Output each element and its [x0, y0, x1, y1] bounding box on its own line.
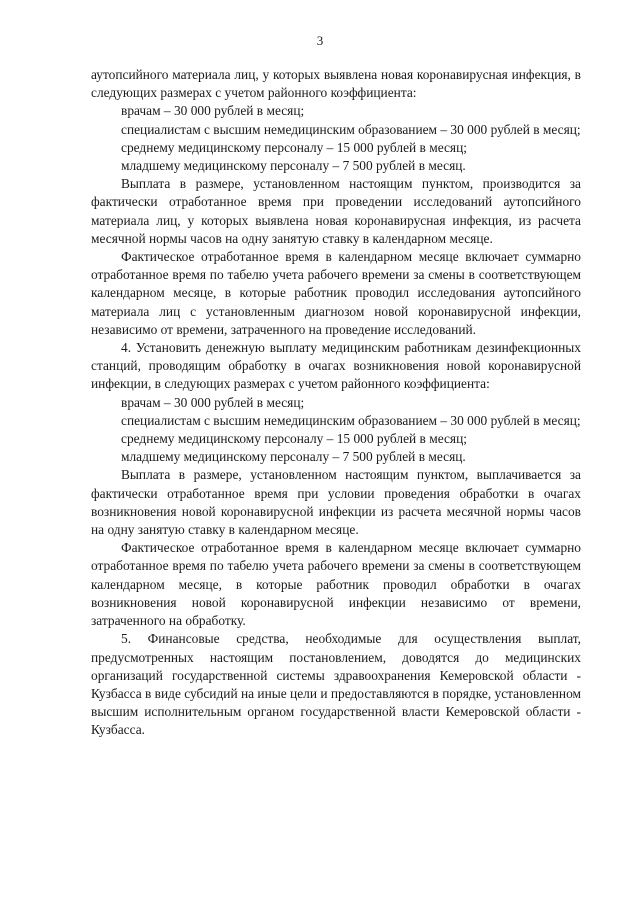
paragraph: 5. Финансовые средства, необходимые для осуществления выплат, предусмотренных настоящим постановлением, доводятся до медицинских организаций государственной системы здравоохранения Кемеровской области - Кузбасса в виде субсидий на иные цели и предоставляются в порядке, установленном высшим исполнительным органом государственной власти Кемеровской области - Кузбасса. — [91, 631, 582, 738]
paragraph: младшему медицинскому персоналу – 7 500 рублей в месяц. — [121, 158, 466, 174]
paragraph: аутопсийного материала лиц, у которых выявлена новая коронавирусная инфекция, в следующих размерах с учетом районного коэффициента: — [91, 67, 581, 101]
paragraph: среднему медицинскому персоналу – 15 000 рублей в месяц; — [121, 431, 467, 447]
paragraph: Фактическое отработанное время в календарном месяце включает суммарно отработанное время по табелю учета рабочего времени за смены в соответствующем календарном месяце, в которые работник проводил обработки в очагах возникновения новой коронавирусной инфекции независимо от времени, затраченного на обработку. — [91, 540, 581, 629]
paragraph: специалистам с высшим немедицинским образованием – 30 000 рублей в месяц; — [121, 121, 581, 137]
paragraph: Фактическое отработанное время в календарном месяце включает суммарно отработанное время по табелю учета рабочего времени за смены в соответствующем календарном месяце, в которые работник проводил исследования аутопсийного материала лиц с установленным диагнозом новой коронавирусной инфекции, независимо от времени, затраченного на проведение исследований. — [91, 249, 581, 337]
paragraph: врачам – 30 000 рублей в месяц; — [121, 394, 305, 410]
paragraph: среднему медицинскому персоналу – 15 000 рублей в месяц; — [121, 139, 467, 155]
paragraph: Выплата в размере, установленном настоящим пунктом, производится за фактически отработанное время при проведении исследований аутопсийного материала лиц, у которых выявлена новая коронавирусная инфекция, из расчета месячной нормы часов на одну занятую ставку в календарном месяце. — [91, 176, 581, 246]
paragraph: 4. Установить денежную выплату медицинским работникам дезинфекционных станций, проводящим обработку в очагах возникновения новой коронавирусной инфекции, в следующих размерах с учетом районного коэффициента: — [91, 340, 581, 392]
paragraph: младшему медицинскому персоналу – 7 500 рублей в месяц. — [121, 449, 466, 465]
page-number: 3 — [316, 33, 324, 48]
paragraph: Выплата в размере, установленном настоящим пунктом, выплачивается за фактически отработанное время при условии проведения обработки в очагах возникновения новой коронавирусной инфекции из расчета месячной нормы часов на одну занятую ставку в календарном месяце. — [91, 467, 581, 538]
paragraph: врачам – 30 000 рублей в месяц; — [121, 103, 305, 119]
paragraph: специалистам с высшим немедицинским образованием – 30 000 рублей в месяц; — [121, 412, 581, 428]
document-body — [91, 66, 581, 740]
